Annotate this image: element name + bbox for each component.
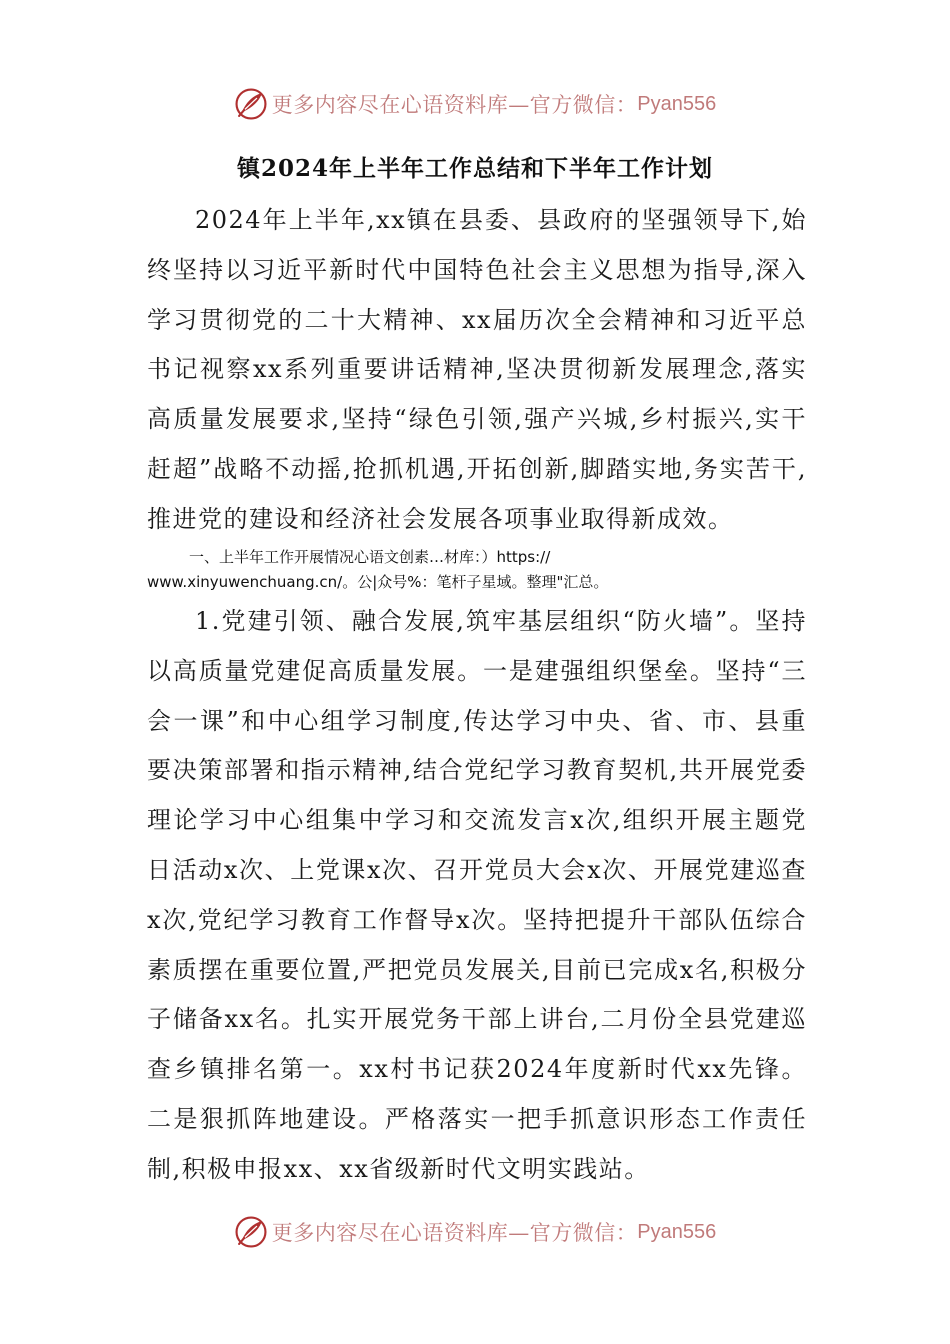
banner-wechat-id: Pyan556 — [637, 1220, 717, 1243]
section-heading-note — [147, 545, 827, 595]
footer-banner — [0, 1210, 950, 1254]
document-title: 镇2024年上半年工作总结和下半年工作计划 — [236, 155, 713, 182]
quill-logo-icon — [234, 87, 268, 121]
quill-logo-icon — [234, 1215, 268, 1249]
banner-text: 更多内容尽在心语资料库—官方微信： — [271, 1221, 638, 1245]
body-paragraph-1: 1.党建引领、融合发展,筑牢基层组织“防火墙”。坚持以高质量党建促高质量发展。一是建强组织堡垒。坚持“三会一课”和中心组学习制度,传达学习中央、省、市、县重要决策部署和指示精神,结合党纪学习教育契机,共开展党委理论学习中心组集中学习和交流发言x次,组织开展主题党日活动x次、上党课x次、召开党员大会x次、开展党建巡查x次,党纪学习教育工作督导x次。坚持把提升干部队伍综合素质摆在重要位置,严把党员发展关,目前已完成x名,积极分子储备xx名。扎实开展党务干部上讲台,二月份全县党建巡查乡镇排名第一。xx村书记获2024年度新时代xx先锋。二是狠抓阵地建设。严格落实一把手抓意识形态工作责任制,积极申报xx、xx省级新时代文明实践站。 — [147, 607, 807, 1183]
banner-wechat-id: Pyan556 — [637, 92, 717, 115]
section-heading-line: 一、上半年工作开展情况心语文创素…材库：）https:// — [189, 548, 551, 566]
header-banner — [0, 82, 950, 126]
banner-text: 更多内容尽在心语资料库—官方微信： — [271, 93, 638, 117]
section-note-url-line: www.xinyuwenchuang.cn/。公|众号%：笔杆子星域。整理"汇总。 — [147, 573, 609, 591]
intro-paragraph: 2024年上半年,xx镇在县委、县政府的坚强领导下,始终坚持以习近平新时代中国特色社会主义思想为指导,深入学习贯彻党的二十大精神、xx届历次全会精神和习近平总书记视察xx系列重要讲话精神,坚决贯彻新发展理念,落实高质量发展要求,坚持“绿色引领,强产兴城,乡村振兴,实干赶超”战略不动摇,抢抓机遇,开拓创新,脚踏实地,务实苦干,推进党的建设和经济社会发展各项事业取得新成效。 — [147, 206, 807, 533]
